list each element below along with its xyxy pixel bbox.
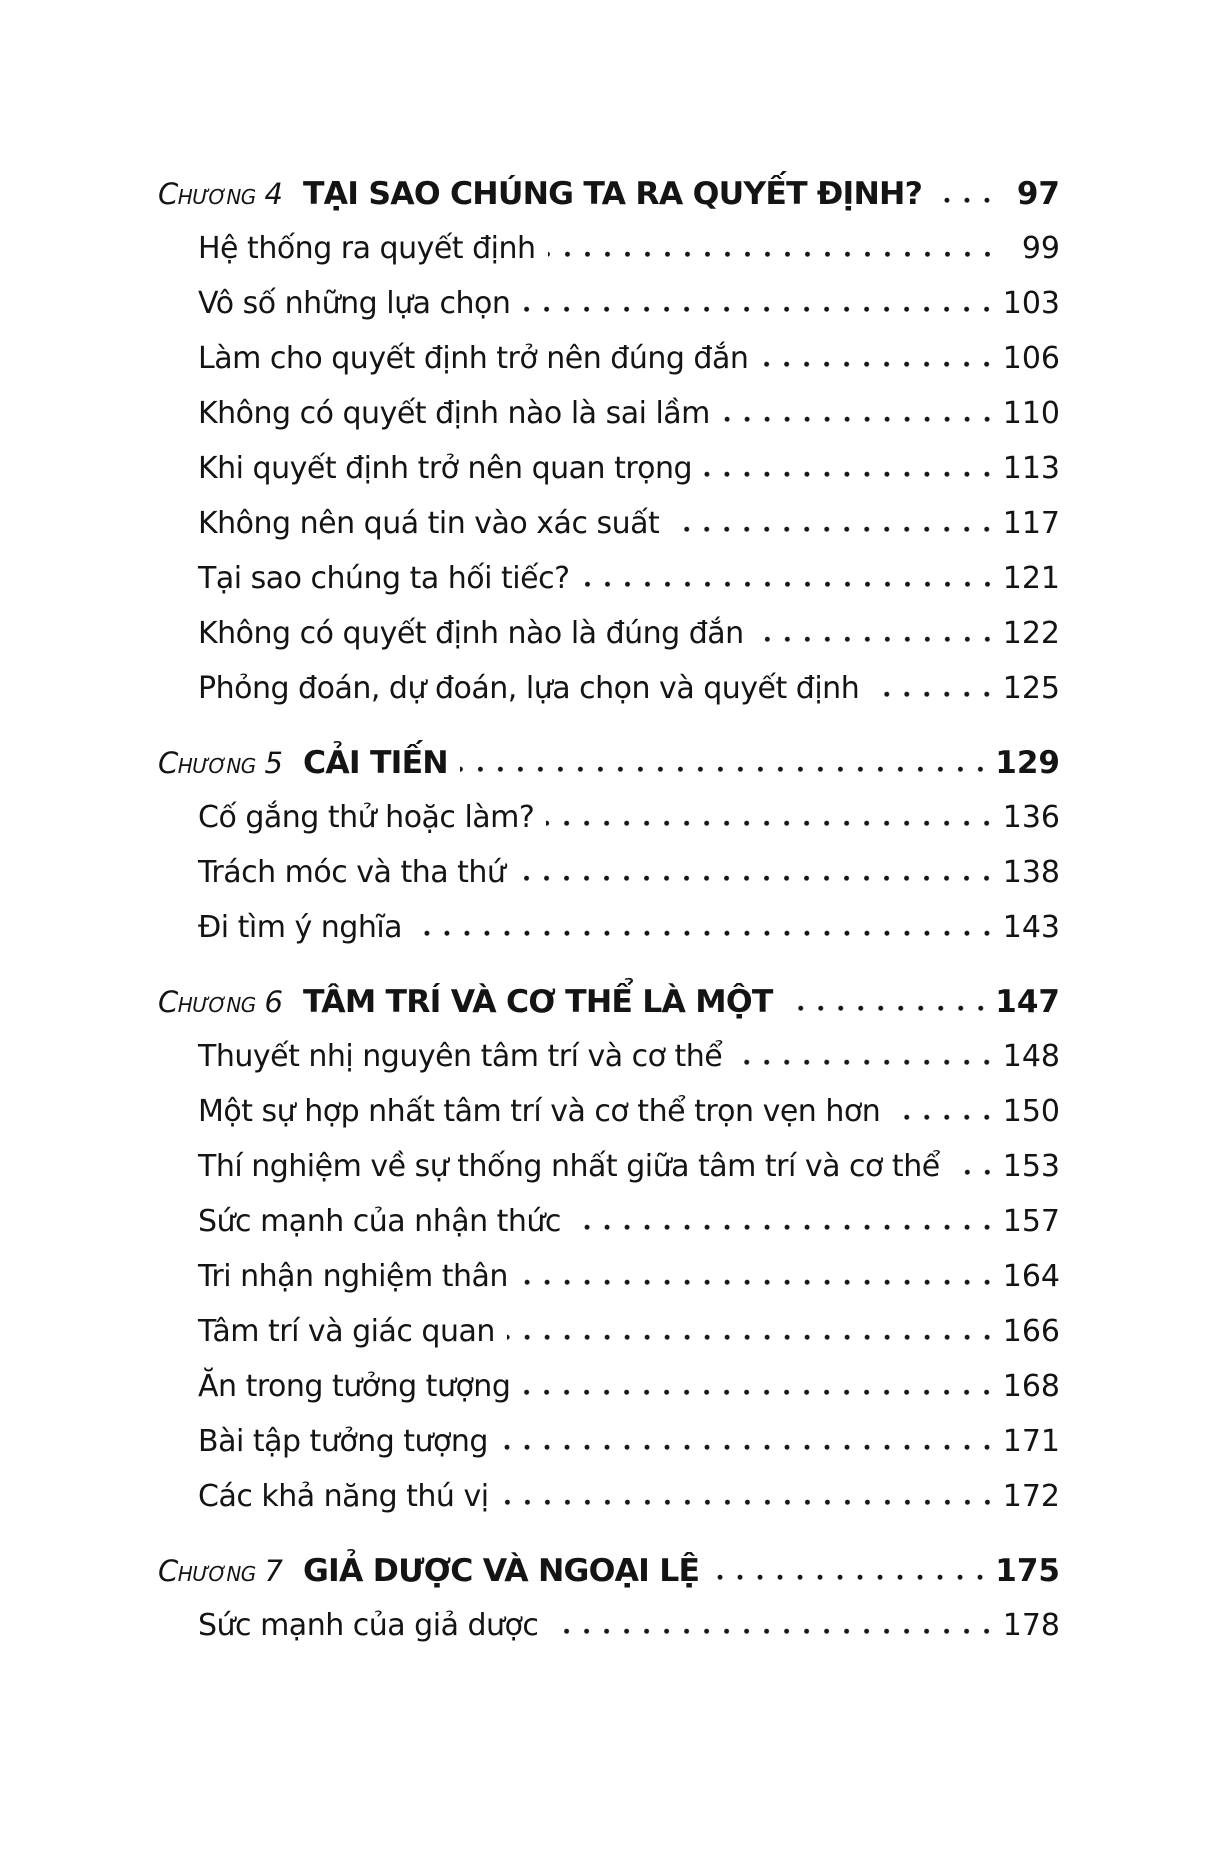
section-page-number: 113 xyxy=(1002,451,1060,486)
dot-leader xyxy=(892,1112,997,1121)
toc-section-row xyxy=(158,1094,1060,1149)
dot-leader xyxy=(522,304,997,313)
chapter-title: TẠI SAO CHÚNG TA RA QUYẾT ĐỊNH? xyxy=(303,176,923,212)
toc-section-row xyxy=(158,616,1060,671)
dot-leader xyxy=(671,524,997,533)
section-title: Trách móc và tha thứ xyxy=(198,855,506,890)
dot-leader xyxy=(952,1167,997,1176)
dot-leader xyxy=(507,1332,997,1341)
section-page-number: 125 xyxy=(1002,671,1060,706)
section-page-number: 164 xyxy=(1002,1259,1060,1294)
section-title: Tại sao chúng ta hối tiếc? xyxy=(198,561,570,596)
toc-section-row xyxy=(158,800,1060,855)
section-title: Vô số những lựa chọn xyxy=(198,286,511,321)
section-title: Phỏng đoán, dự đoán, lựa chọn và quyết định xyxy=(198,671,860,706)
toc-section-row xyxy=(158,910,1060,965)
section-page-number: 171 xyxy=(1002,1424,1060,1459)
section-title: Cố gắng thử hoặc làm? xyxy=(198,800,535,835)
dot-leader xyxy=(501,1497,997,1506)
toc-chapter-row xyxy=(158,1553,1060,1608)
toc-section-row xyxy=(158,451,1060,506)
dot-leader xyxy=(550,1626,997,1635)
dot-leader xyxy=(414,928,997,937)
dot-leader xyxy=(711,1572,990,1581)
chapter-title: TÂM TRÍ VÀ CƠ THỂ LÀ MỘT xyxy=(303,984,773,1020)
toc-chapter-row xyxy=(158,176,1060,231)
dot-leader xyxy=(517,873,997,882)
section-title: Tri nhận nghiệm thân xyxy=(198,1259,508,1294)
dot-leader xyxy=(522,1387,997,1396)
section-title: Khi quyết định trở nên quan trọng xyxy=(198,451,693,486)
section-page-number: 143 xyxy=(1002,910,1060,945)
toc-section-row xyxy=(158,1149,1060,1204)
chapter-title: CẢI TIẾN xyxy=(303,745,448,781)
section-page-number: 99 xyxy=(1021,231,1060,266)
dot-leader xyxy=(500,1442,997,1451)
section-title: Các khả năng thú vị xyxy=(198,1479,489,1514)
chapter-page-number: 129 xyxy=(995,745,1060,781)
section-title: Không có quyết định nào là sai lầm xyxy=(198,396,710,431)
section-title: Hệ thống ra quyết định xyxy=(198,231,536,266)
dot-leader xyxy=(520,1277,997,1286)
section-title: Không nên quá tin vào xác suất xyxy=(198,506,660,541)
toc-chapter-row xyxy=(158,984,1060,1039)
toc-section-row xyxy=(158,671,1060,726)
section-page-number: 117 xyxy=(1002,506,1060,541)
section-page-number: 136 xyxy=(1002,800,1060,835)
section-page-number: 172 xyxy=(1002,1479,1060,1514)
section-page-number: 122 xyxy=(1002,616,1060,651)
dot-leader xyxy=(546,818,997,827)
dot-leader xyxy=(460,764,990,773)
section-page-number: 150 xyxy=(1002,1094,1060,1129)
section-page-number: 166 xyxy=(1002,1314,1060,1349)
section-title: Tâm trí và giác quan xyxy=(198,1314,495,1349)
dot-leader xyxy=(756,634,997,643)
toc-section-row xyxy=(158,231,1060,286)
chapter-page-number: 175 xyxy=(995,1553,1060,1589)
chapter-page-number: 97 xyxy=(1016,176,1060,212)
dot-leader xyxy=(573,1222,997,1231)
toc-section-row xyxy=(158,1608,1060,1663)
section-page-number: 153 xyxy=(1002,1149,1060,1184)
chapter-label: Chương 5 xyxy=(158,746,283,780)
toc-section-row xyxy=(158,286,1060,341)
chapter-label: Chương 4 xyxy=(158,177,283,211)
toc-section-row xyxy=(158,1369,1060,1424)
section-page-number: 148 xyxy=(1002,1039,1060,1074)
dot-leader xyxy=(760,359,997,368)
dot-leader xyxy=(734,1057,997,1066)
chapter-label: Chương 7 xyxy=(158,1554,283,1588)
dot-leader xyxy=(785,1003,991,1012)
section-title: Bài tập tưởng tượng xyxy=(198,1424,488,1459)
section-title: Ăn trong tưởng tượng xyxy=(198,1369,511,1404)
section-page-number: 103 xyxy=(1002,286,1060,321)
dot-leader xyxy=(704,469,997,478)
section-page-number: 121 xyxy=(1002,561,1060,596)
toc-chapter-row xyxy=(158,745,1060,800)
section-title: Đi tìm ý nghĩa xyxy=(198,910,403,945)
section-page-number: 178 xyxy=(1002,1608,1060,1643)
toc-section-row xyxy=(158,561,1060,616)
chapter-title: GIẢ DƯỢC VÀ NGOẠI LỆ xyxy=(303,1553,700,1589)
toc-section-row xyxy=(158,1479,1060,1534)
chapter-page-number: 147 xyxy=(995,984,1060,1020)
toc-section-row xyxy=(158,1039,1060,1094)
dot-leader xyxy=(934,195,997,204)
toc-section-row xyxy=(158,855,1060,910)
toc-section-row xyxy=(158,506,1060,561)
toc-section-row xyxy=(158,1259,1060,1314)
section-title: Không có quyết định nào là đúng đắn xyxy=(198,616,744,651)
section-page-number: 110 xyxy=(1002,396,1060,431)
toc-section-row xyxy=(158,1204,1060,1259)
toc-section-row xyxy=(158,1314,1060,1369)
dot-leader xyxy=(548,249,997,258)
toc-section-row xyxy=(158,396,1060,451)
section-page-number: 157 xyxy=(1002,1204,1060,1239)
table-of-contents xyxy=(158,176,1060,1663)
dot-leader xyxy=(582,579,998,588)
section-title: Sức mạnh của nhận thức xyxy=(198,1204,561,1239)
section-page-number: 138 xyxy=(1002,855,1060,890)
section-title: Thuyết nhị nguyên tâm trí và cơ thể xyxy=(198,1039,723,1074)
section-page-number: 168 xyxy=(1002,1369,1060,1404)
toc-section-row xyxy=(158,1424,1060,1479)
section-title: Sức mạnh của giả dược xyxy=(198,1608,539,1643)
dot-leader xyxy=(722,414,997,423)
section-page-number: 106 xyxy=(1002,341,1060,376)
toc-section-row xyxy=(158,341,1060,396)
section-title: Làm cho quyết định trở nên đúng đắn xyxy=(198,341,749,376)
chapter-label: Chương 6 xyxy=(158,985,283,1019)
dot-leader xyxy=(871,689,997,698)
section-title: Một sự hợp nhất tâm trí và cơ thể trọn vẹn hơn xyxy=(198,1094,881,1129)
section-title: Thí nghiệm về sự thống nhất giữa tâm trí và cơ thể xyxy=(198,1149,940,1184)
